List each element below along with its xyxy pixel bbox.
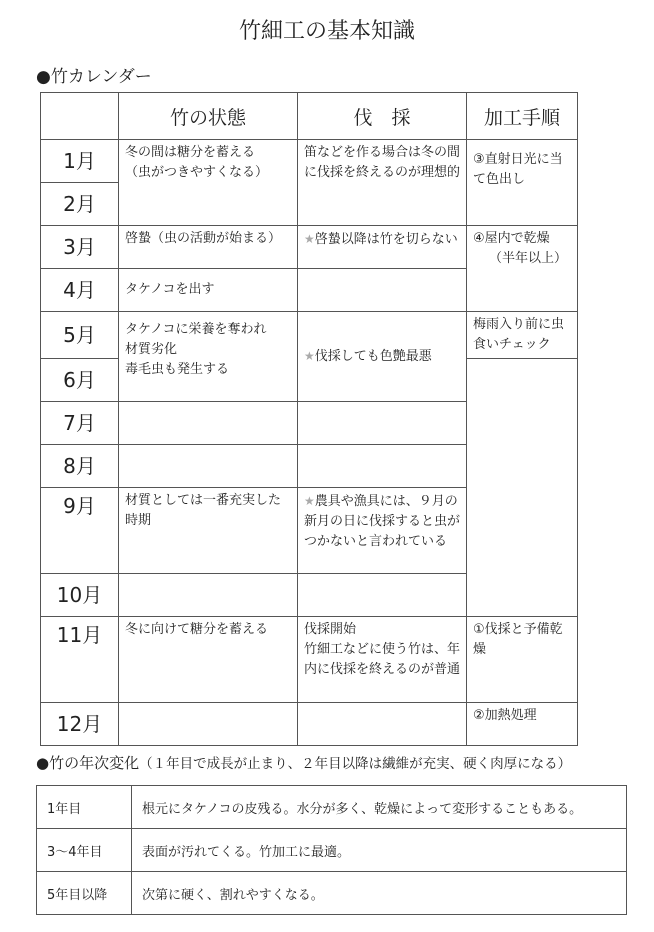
state-oct xyxy=(119,574,298,617)
process-jan-feb: ③直射日光に当て色出し xyxy=(467,140,578,226)
state-sep: 材質としては一番充実した時期 xyxy=(119,488,298,574)
table-row xyxy=(37,872,627,915)
felling-may-jun xyxy=(298,312,467,402)
month-10: 10月 xyxy=(41,574,119,617)
state-text: （虫がつきやすくなる） xyxy=(125,165,269,180)
felling-nov xyxy=(298,617,467,703)
month-4: 4月 xyxy=(41,269,119,312)
star-icon: ★ xyxy=(304,232,315,246)
yearly-heading xyxy=(36,752,571,773)
age-cell: 1年目 xyxy=(37,786,132,829)
yearly-note: （１年目で成長が止まり、２年目以降は繊維が充実、硬く肉厚になる） xyxy=(139,756,572,772)
desc-cell: 次第に硬く、割れやすくなる。 xyxy=(132,872,627,915)
month-3: 3月 xyxy=(41,226,119,269)
state-text: タケノコに栄養を奪われ xyxy=(125,322,267,337)
process-mar-apr xyxy=(467,226,578,312)
process-text: ④屋内で乾燥 xyxy=(473,231,550,246)
month-8: 8月 xyxy=(41,445,119,488)
state-dec xyxy=(119,703,298,746)
header-month xyxy=(41,93,119,140)
process-text: （半年以上） xyxy=(489,251,568,266)
felling-sep xyxy=(298,488,467,574)
month-6: 6月 xyxy=(41,359,119,402)
state-may-jun xyxy=(119,312,298,402)
desc-cell: 表面が汚れてくる。竹加工に最適。 xyxy=(132,829,627,872)
felling-mar xyxy=(298,226,467,269)
month-5: 5月 xyxy=(41,312,119,359)
calendar-heading: ●竹カレンダー xyxy=(36,67,152,87)
felling-text: 啓蟄以降は竹を切らない xyxy=(314,232,458,247)
month-9: 9月 xyxy=(41,488,119,574)
felling-oct xyxy=(298,574,467,617)
felling-text: 伐採しても色艶最悪 xyxy=(314,349,432,364)
felling-jan-feb: 笛などを作る場合は冬の間に伐採を終えるのが理想的 xyxy=(298,140,467,226)
process-jun-oct xyxy=(467,359,578,617)
process-nov: ①伐採と予備乾燥 xyxy=(467,617,578,703)
table-row xyxy=(37,786,627,829)
age-cell: 5年目以降 xyxy=(37,872,132,915)
felling-text: 農具や漁具には、９月の新月の日に伐採すると虫がつかないと言われている xyxy=(304,494,461,549)
month-12: 12月 xyxy=(41,703,119,746)
state-text: 材質劣化 xyxy=(125,342,178,357)
bamboo-calendar-table xyxy=(40,92,578,746)
desc-cell: 根元にタケノコの皮残る。水分が多く、乾燥によって変形することもある。 xyxy=(132,786,627,829)
header-process: 加工手順 xyxy=(467,93,578,140)
month-11: 11月 xyxy=(41,617,119,703)
state-jul xyxy=(119,402,298,445)
state-aug xyxy=(119,445,298,488)
state-jan-feb xyxy=(119,140,298,226)
age-cell: 3～4年目 xyxy=(37,829,132,872)
star-icon: ★ xyxy=(304,494,315,508)
felling-jul xyxy=(298,402,467,445)
table-row xyxy=(37,829,627,872)
felling-apr xyxy=(298,269,467,312)
star-icon: ★ xyxy=(304,349,315,363)
month-1: 1月 xyxy=(41,140,119,183)
header-state: 竹の状態 xyxy=(119,93,298,140)
yearly-change-table xyxy=(36,785,627,915)
page-title: 竹細工の基本知識 xyxy=(238,19,415,44)
felling-dec xyxy=(298,703,467,746)
month-7: 7月 xyxy=(41,402,119,445)
month-2: 2月 xyxy=(41,183,119,226)
state-apr: タケノコを出す xyxy=(119,269,298,312)
yearly-heading-text: ●竹の年次変化 xyxy=(36,754,140,772)
felling-text: 竹細工などに使う竹は、年内に伐採を終えるのが普通 xyxy=(304,642,461,677)
state-text: 毒毛虫も発生する xyxy=(125,362,230,377)
process-may: 梅雨入り前に虫食いチェック xyxy=(467,312,578,359)
process-dec: ②加熱処理 xyxy=(467,703,578,746)
felling-aug xyxy=(298,445,467,488)
felling-text: 伐採開始 xyxy=(304,622,357,637)
state-nov: 冬に向けて糖分を蓄える xyxy=(119,617,298,703)
header-felling: 伐 採 xyxy=(298,93,467,140)
state-text: 冬の間は糖分を蓄える xyxy=(125,145,256,160)
state-mar: 啓蟄（虫の活動が始まる） xyxy=(119,226,298,269)
